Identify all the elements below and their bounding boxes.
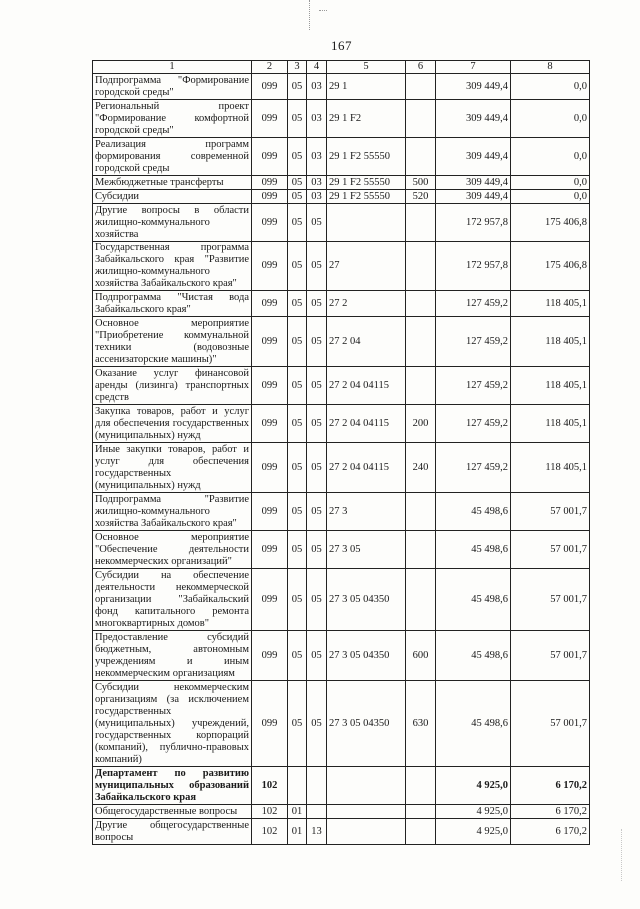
section-code-cell: 05 <box>288 531 307 569</box>
expense-type-cell: 240 <box>406 443 436 493</box>
table-header <box>93 61 590 74</box>
table-body <box>93 74 590 845</box>
row-name-cell: Закупка товаров, работ и услуг для обеспечения государственных (муниципальных) нужд <box>93 405 252 443</box>
amount-col7-cell: 309 449,4 <box>436 138 511 176</box>
table-row <box>93 531 590 569</box>
section-code-cell: 05 <box>288 681 307 767</box>
amount-col7-cell: 127 459,2 <box>436 367 511 405</box>
expense-type-cell <box>406 317 436 367</box>
admin-code-cell: 099 <box>252 493 288 531</box>
amount-col8-cell: 175 406,8 <box>511 242 590 291</box>
admin-code-cell: 099 <box>252 631 288 681</box>
row-name-cell: Общегосударственные вопросы <box>93 805 252 819</box>
row-name-cell: Субсидии <box>93 190 252 204</box>
subsection-code-cell: 13 <box>307 819 327 845</box>
row-name-cell: Субсидии некоммерческим организациям (за исключением государственных (муниципальных) учреждений, государственных корпораций (компаний), публично-правовых компаний) <box>93 681 252 767</box>
amount-col8-cell: 0,0 <box>511 74 590 100</box>
subsection-code-cell: 05 <box>307 569 327 631</box>
row-name-cell: Другие вопросы в области жилищно-коммунального хозяйства <box>93 204 252 242</box>
admin-code-cell: 099 <box>252 176 288 190</box>
amount-col7-cell: 45 498,6 <box>436 631 511 681</box>
table-row <box>93 138 590 176</box>
target-article-cell <box>327 819 406 845</box>
amount-col8-cell: 118 405,1 <box>511 367 590 405</box>
admin-code-cell: 099 <box>252 138 288 176</box>
section-code-cell: 05 <box>288 74 307 100</box>
target-article-cell: 27 3 05 <box>327 531 406 569</box>
admin-code-cell: 099 <box>252 443 288 493</box>
admin-code-cell: 099 <box>252 531 288 569</box>
expense-type-cell <box>406 819 436 845</box>
row-name-cell: Субсидии на обеспечение деятельности некоммерческой организации "Забайкальский фонд капитального ремонта многоквартирных домов" <box>93 569 252 631</box>
amount-col7-cell: 309 449,4 <box>436 100 511 138</box>
subsection-code-cell: 05 <box>307 405 327 443</box>
amount-col8-cell: 118 405,1 <box>511 405 590 443</box>
table-row <box>93 367 590 405</box>
table-row <box>93 805 590 819</box>
expense-type-cell: 600 <box>406 631 436 681</box>
subsection-code-cell: 05 <box>307 681 327 767</box>
admin-code-cell: 099 <box>252 681 288 767</box>
section-code-cell: 01 <box>288 805 307 819</box>
target-article-cell: 27 2 04 04115 <box>327 443 406 493</box>
target-article-cell: 29 1 F2 55550 <box>327 190 406 204</box>
expense-type-cell <box>406 531 436 569</box>
amount-col8-cell: 175 406,8 <box>511 204 590 242</box>
subsection-code-cell: 03 <box>307 176 327 190</box>
table-row <box>93 242 590 291</box>
expense-type-cell: 500 <box>406 176 436 190</box>
table-row <box>93 569 590 631</box>
amount-col8-cell: 57 001,7 <box>511 531 590 569</box>
column-header: 7 <box>436 61 511 74</box>
target-article-cell: 29 1 F2 55550 <box>327 138 406 176</box>
subsection-code-cell <box>307 805 327 819</box>
amount-col7-cell: 309 449,4 <box>436 176 511 190</box>
admin-code-cell: 102 <box>252 767 288 805</box>
column-header: 8 <box>511 61 590 74</box>
admin-code-cell: 099 <box>252 190 288 204</box>
subsection-code-cell: 05 <box>307 531 327 569</box>
amount-col7-cell: 127 459,2 <box>436 405 511 443</box>
scan-edge-marks <box>621 829 632 881</box>
amount-col8-cell: 6 170,2 <box>511 805 590 819</box>
expense-type-cell: 200 <box>406 405 436 443</box>
column-number-row <box>93 61 590 74</box>
amount-col7-cell: 4 925,0 <box>436 819 511 845</box>
table-row <box>93 405 590 443</box>
amount-col7-cell: 172 957,8 <box>436 204 511 242</box>
target-article-cell: 29 1 F2 55550 <box>327 176 406 190</box>
expense-type-cell <box>406 767 436 805</box>
amount-col8-cell: 57 001,7 <box>511 493 590 531</box>
fold-crease-mark <box>309 0 311 30</box>
table-row <box>93 631 590 681</box>
subsection-code-cell: 05 <box>307 204 327 242</box>
admin-code-cell: 099 <box>252 405 288 443</box>
amount-col8-cell: 0,0 <box>511 100 590 138</box>
admin-code-cell: 102 <box>252 819 288 845</box>
page-number: 167 <box>331 38 352 53</box>
expense-type-cell <box>406 805 436 819</box>
subsection-code-cell: 05 <box>307 631 327 681</box>
amount-col8-cell: 0,0 <box>511 190 590 204</box>
expense-type-cell <box>406 74 436 100</box>
amount-col7-cell: 127 459,2 <box>436 317 511 367</box>
table-row <box>93 291 590 317</box>
section-code-cell: 05 <box>288 242 307 291</box>
section-code-cell: 05 <box>288 176 307 190</box>
table-row <box>93 493 590 531</box>
row-name-cell: Межбюджетные трансферты <box>93 176 252 190</box>
amount-col8-cell: 6 170,2 <box>511 819 590 845</box>
target-article-cell: 27 2 04 04115 <box>327 367 406 405</box>
target-article-cell <box>327 805 406 819</box>
target-article-cell: 27 3 05 04350 <box>327 631 406 681</box>
row-name-cell: Предоставление субсидий бюджетным, автономным учреждениям и иным некоммерческим организациям <box>93 631 252 681</box>
column-header: 4 <box>307 61 327 74</box>
target-article-cell: 27 2 04 04115 <box>327 405 406 443</box>
section-code-cell: 05 <box>288 100 307 138</box>
section-code-cell: 05 <box>288 443 307 493</box>
section-code-cell: 05 <box>288 317 307 367</box>
target-article-cell: 29 1 <box>327 74 406 100</box>
amount-col8-cell: 57 001,7 <box>511 681 590 767</box>
admin-code-cell: 099 <box>252 242 288 291</box>
admin-code-cell: 099 <box>252 569 288 631</box>
subsection-code-cell: 05 <box>307 242 327 291</box>
column-header: 5 <box>327 61 406 74</box>
row-name-cell: Подпрограмма "Чистая вода Забайкальского края" <box>93 291 252 317</box>
target-article-cell: 29 1 F2 <box>327 100 406 138</box>
row-name-cell: Государственная программа Забайкальского края "Развитие жилищно-коммунального хозяйства Забайкальского края" <box>93 242 252 291</box>
admin-code-cell: 099 <box>252 291 288 317</box>
section-code-cell: 05 <box>288 367 307 405</box>
subsection-code-cell: 03 <box>307 100 327 138</box>
amount-col7-cell: 309 449,4 <box>436 190 511 204</box>
expense-type-cell <box>406 138 436 176</box>
expense-type-cell <box>406 100 436 138</box>
table-row <box>93 767 590 805</box>
column-header: 6 <box>406 61 436 74</box>
row-name-cell: Реализация программ формирования современной городской среды <box>93 138 252 176</box>
row-name-cell: Региональный проект "Формирование комфортной городской среды" <box>93 100 252 138</box>
subsection-code-cell: 05 <box>307 317 327 367</box>
subsection-code-cell: 03 <box>307 190 327 204</box>
row-name-cell: Основное мероприятие "Приобретение коммунальной техники (водовозные ассенизаторские машины)" <box>93 317 252 367</box>
admin-code-cell: 099 <box>252 204 288 242</box>
amount-col7-cell: 127 459,2 <box>436 291 511 317</box>
table-row <box>93 443 590 493</box>
admin-code-cell: 099 <box>252 74 288 100</box>
expense-type-cell: 520 <box>406 190 436 204</box>
amount-col8-cell: 118 405,1 <box>511 443 590 493</box>
section-code-cell: 01 <box>288 819 307 845</box>
amount-col8-cell: 0,0 <box>511 138 590 176</box>
amount-col7-cell: 4 925,0 <box>436 767 511 805</box>
amount-col7-cell: 309 449,4 <box>436 74 511 100</box>
section-code-cell: 05 <box>288 204 307 242</box>
budget-table <box>92 60 590 845</box>
amount-col8-cell: 6 170,2 <box>511 767 590 805</box>
table-row <box>93 176 590 190</box>
admin-code-cell: 099 <box>252 317 288 367</box>
column-header: 2 <box>252 61 288 74</box>
table-row <box>93 204 590 242</box>
amount-col8-cell: 118 405,1 <box>511 291 590 317</box>
table-row <box>93 74 590 100</box>
section-code-cell: 05 <box>288 190 307 204</box>
section-code-cell: 05 <box>288 405 307 443</box>
amount-col7-cell: 45 498,6 <box>436 493 511 531</box>
row-name-cell: Иные закупки товаров, работ и услуг для обеспечения государственных (муниципальных) нужд <box>93 443 252 493</box>
subsection-code-cell: 05 <box>307 443 327 493</box>
expense-type-cell <box>406 493 436 531</box>
table-row <box>93 100 590 138</box>
row-name-cell: Другие общегосударственные вопросы <box>93 819 252 845</box>
table-row <box>93 681 590 767</box>
admin-code-cell: 099 <box>252 100 288 138</box>
subsection-code-cell: 03 <box>307 74 327 100</box>
expense-type-cell <box>406 569 436 631</box>
admin-code-cell: 102 <box>252 805 288 819</box>
amount-col7-cell: 4 925,0 <box>436 805 511 819</box>
subsection-code-cell: 03 <box>307 138 327 176</box>
expense-type-cell <box>406 367 436 405</box>
amount-col8-cell: 0,0 <box>511 176 590 190</box>
fold-crease-mark <box>319 10 327 12</box>
row-name-cell: Подпрограмма "Развитие жилищно-коммунального хозяйства Забайкальского края" <box>93 493 252 531</box>
amount-col8-cell: 118 405,1 <box>511 317 590 367</box>
column-header: 3 <box>288 61 307 74</box>
section-code-cell: 05 <box>288 138 307 176</box>
row-name-cell: Департамент по развитию муниципальных образований Забайкальского края <box>93 767 252 805</box>
row-name-cell: Подпрограмма "Формирование городской среды" <box>93 74 252 100</box>
section-code-cell: 05 <box>288 493 307 531</box>
target-article-cell: 27 3 05 04350 <box>327 569 406 631</box>
subsection-code-cell <box>307 767 327 805</box>
subsection-code-cell: 05 <box>307 367 327 405</box>
expense-type-cell <box>406 291 436 317</box>
expense-type-cell <box>406 204 436 242</box>
target-article-cell: 27 2 04 <box>327 317 406 367</box>
section-code-cell <box>288 767 307 805</box>
expense-type-cell: 630 <box>406 681 436 767</box>
subsection-code-cell: 05 <box>307 291 327 317</box>
target-article-cell: 27 3 05 04350 <box>327 681 406 767</box>
section-code-cell: 05 <box>288 631 307 681</box>
table-row <box>93 190 590 204</box>
admin-code-cell: 099 <box>252 367 288 405</box>
target-article-cell <box>327 767 406 805</box>
expense-type-cell <box>406 242 436 291</box>
section-code-cell: 05 <box>288 569 307 631</box>
amount-col8-cell: 57 001,7 <box>511 631 590 681</box>
amount-col7-cell: 45 498,6 <box>436 569 511 631</box>
target-article-cell: 27 3 <box>327 493 406 531</box>
column-header: 1 <box>93 61 252 74</box>
amount-col7-cell: 45 498,6 <box>436 531 511 569</box>
target-article-cell: 27 <box>327 242 406 291</box>
amount-col7-cell: 127 459,2 <box>436 443 511 493</box>
table-row <box>93 819 590 845</box>
section-code-cell: 05 <box>288 291 307 317</box>
table-row <box>93 317 590 367</box>
target-article-cell: 27 2 <box>327 291 406 317</box>
amount-col7-cell: 172 957,8 <box>436 242 511 291</box>
row-name-cell: Основное мероприятие "Обеспечение деятельности некоммерческих организаций" <box>93 531 252 569</box>
target-article-cell <box>327 204 406 242</box>
amount-col7-cell: 45 498,6 <box>436 681 511 767</box>
amount-col8-cell: 57 001,7 <box>511 569 590 631</box>
row-name-cell: Оказание услуг финансовой аренды (лизинга) транспортных средств <box>93 367 252 405</box>
subsection-code-cell: 05 <box>307 493 327 531</box>
